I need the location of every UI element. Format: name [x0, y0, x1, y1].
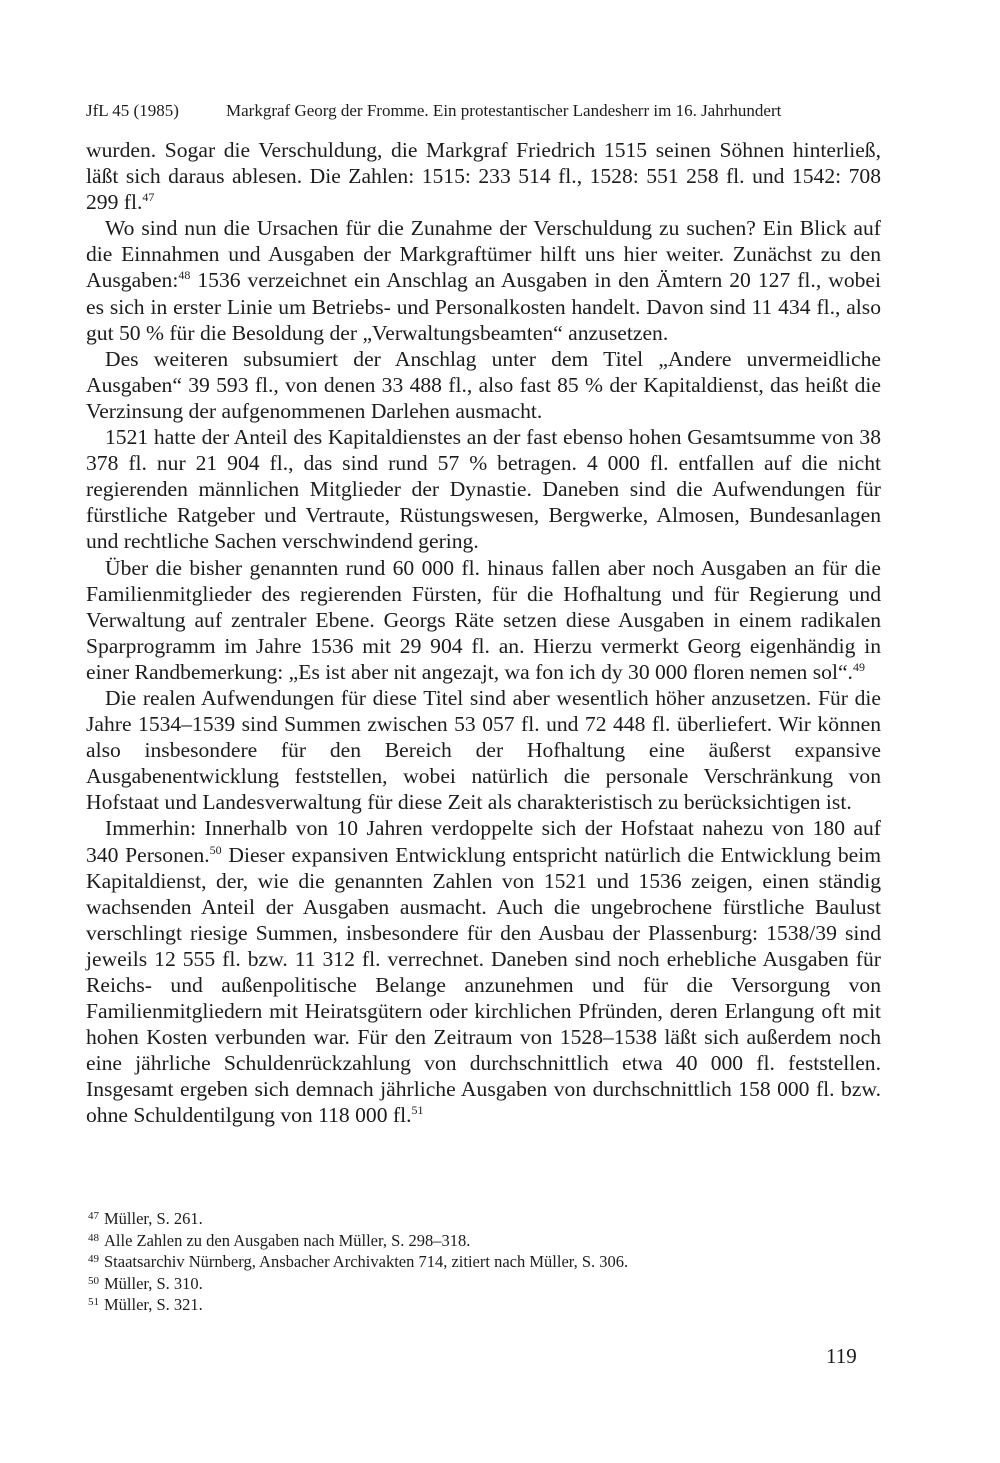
body-text	[86, 137, 881, 1129]
paragraph-text: 1521 hatte der Anteil des Kapitaldienstes an der fast ebenso hohen Gesamtsumme von 38 378 fl. nur 21 904 fl., das sind rund 57 % betragen. 4 000 fl. entfallen auf die nicht regierenden männlichen Mitglieder der Dynastie. Daneben sind die Aufwendungen für fürstliche Ratgeber und Vertraute, Rüstungswesen, Bergwerke, Almosen, Bundesanlagen und rechtliche Sachen verschwindend gering.	[86, 425, 881, 554]
footnote-number: 51	[88, 1296, 99, 1308]
footnote-number: 49	[88, 1253, 99, 1265]
footnote-text: Staatsarchiv Nürnberg, Ansbacher Archivakten 714, zitiert nach Müller, S. 306.	[104, 1252, 629, 1271]
footnote	[86, 1230, 881, 1252]
paragraph	[86, 137, 881, 215]
footnote-text: Müller, S. 310.	[104, 1273, 203, 1293]
paragraph	[86, 555, 881, 685]
footnote-text: Müller, S. 261.	[104, 1209, 203, 1228]
footnote-reference: 51	[411, 1103, 424, 1118]
paragraph-text: Des weiteren subsumiert der Anschlag unter dem Titel „Andere unvermeidliche Ausgaben“ 39 593 fl., von denen 33 488 fl., also fast 85 % der Kapitaldienst, das heißt die Verzinsung der aufgenommenen Darlehen ausmacht.	[86, 346, 881, 423]
running-title: Markgraf Georg der Fromme. Ein protestantischer Landesherr im 16. Jahrhundert	[226, 101, 782, 120]
journal-reference: JfL 45 (1985)	[86, 101, 179, 120]
paragraph-text: Dieser expansiven Entwicklung entspricht natürlich die Entwicklung beim Kapitaldienst, der, wie die genannten Zahlen von 1521 und 1536 zeigen, einen ständig wachsenden Anteil der Ausgaben ausmacht. Auch die ungebrochene fürstliche Baulust verschlingt riesige Summen, insbesondere für den Ausbau der Plassenburg: 1538/39 sind jeweils 12 555 fl. bzw. 11 312 fl. verrechnet. Daneben sind noch erhebliche Ausgaben für Reichs- und außenpolitische Belange anzunehmen und für die Versorgung von Familienmitgliedern mit Heiratsgütern oder kirchlichen Pfründen, deren Erlangung oft mit hohen Kosten verbunden war. Für den Zeitraum von 1528–1538 läßt sich außerdem noch eine jährliche Schuldenrückzahlung von durchschnittlich etwa 40 000 fl. feststellen. Insgesamt ergeben sich demnach jährliche Ausgaben von durchschnittlich 158 000 fl. bzw. ohne Schuldentilgung von 118 000 fl.	[86, 842, 881, 1128]
running-header	[86, 100, 886, 122]
footnote-reference: 47	[142, 190, 155, 205]
paragraph	[86, 815, 881, 1128]
paragraph-text: wurden. Sogar die Verschuldung, die Markgraf Friedrich 1515 seinen Söhnen hinterließ, läßt sich daraus ablesen. Die Zahlen: 1515: 233 514 fl., 1528: 551 258 fl. und 1542: 708 299 fl.	[86, 138, 881, 215]
footnote	[86, 1273, 881, 1295]
paragraph-text: 1536 verzeichnet ein Anschlag an Ausgaben in den Ämtern 20 127 fl., wobei es sich in erster Linie um Betriebs- und Personalkosten handelt. Davon sind 11 434 fl., also gut 50 % für die Besoldung der „Verwaltungsbeamten“ anzusetzen.	[86, 268, 881, 345]
footnote	[86, 1294, 881, 1316]
paragraph-text: Immerhin: Innerhalb von 10 Jahren verdoppelte sich der Hofstaat nahezu von 180 auf 340 Personen.	[86, 816, 881, 867]
paragraph-text: Über die bisher genannten rund 60 000 fl. hinaus fallen aber noch Ausgaben an für die Familienmitglieder des regierenden Fürsten, für die Hofhaltung und für Regierung und Verwaltung auf zentraler Ebene. Georgs Räte setzen diese Ausgaben in einem radikalen Sparprogramm im Jahre 1536 mit 29 904 fl. an. Hierzu vermerkt Georg eigenhändig in einer Randbemerkung: „Es ist aber nit angezajt, wa fon ich dy 30 000 floren nemen sol“.	[86, 555, 881, 684]
paragraph	[86, 346, 881, 424]
footnote	[86, 1251, 881, 1273]
paragraph	[86, 685, 881, 815]
footnote-number: 48	[88, 1231, 99, 1244]
footnote-reference: 48	[178, 268, 191, 283]
footnote-text: Müller, S. 321.	[104, 1295, 203, 1314]
footnote-text: Alle Zahlen zu den Ausgaben nach Müller, S. 298–318.	[104, 1230, 471, 1250]
footnote	[86, 1208, 881, 1230]
footnote-number: 47	[88, 1210, 99, 1222]
page-number: 119	[826, 1344, 857, 1368]
footnote-reference: 49	[852, 659, 865, 674]
footnotes	[86, 1208, 881, 1316]
footnote-number: 50	[88, 1274, 99, 1287]
paragraph	[86, 215, 881, 345]
footnote-reference: 50	[209, 842, 222, 857]
paragraph-text: Wo sind nun die Ursachen für die Zunahme der Verschuldung zu suchen? Ein Blick auf die Einnahmen und Ausgaben der Markgraftümer hilft uns hier weiter. Zunächst zu den Ausgaben:	[86, 216, 881, 293]
paragraph-text: Die realen Aufwendungen für diese Titel sind aber wesentlich höher anzusetzen. Für die Jahre 1534–1539 sind Summen zwischen 53 057 fl. und 72 448 fl. überliefert. Wir können also insbesondere für den Bereich der Hofhaltung eine äußerst expansive Ausgabenentwicklung feststellen, wobei natürlich die personale Verschränkung von Hofstaat und Landesverwaltung für diese Zeit als charakteristisch zu berücksichtigen ist.	[86, 685, 881, 815]
paragraph	[86, 424, 881, 554]
